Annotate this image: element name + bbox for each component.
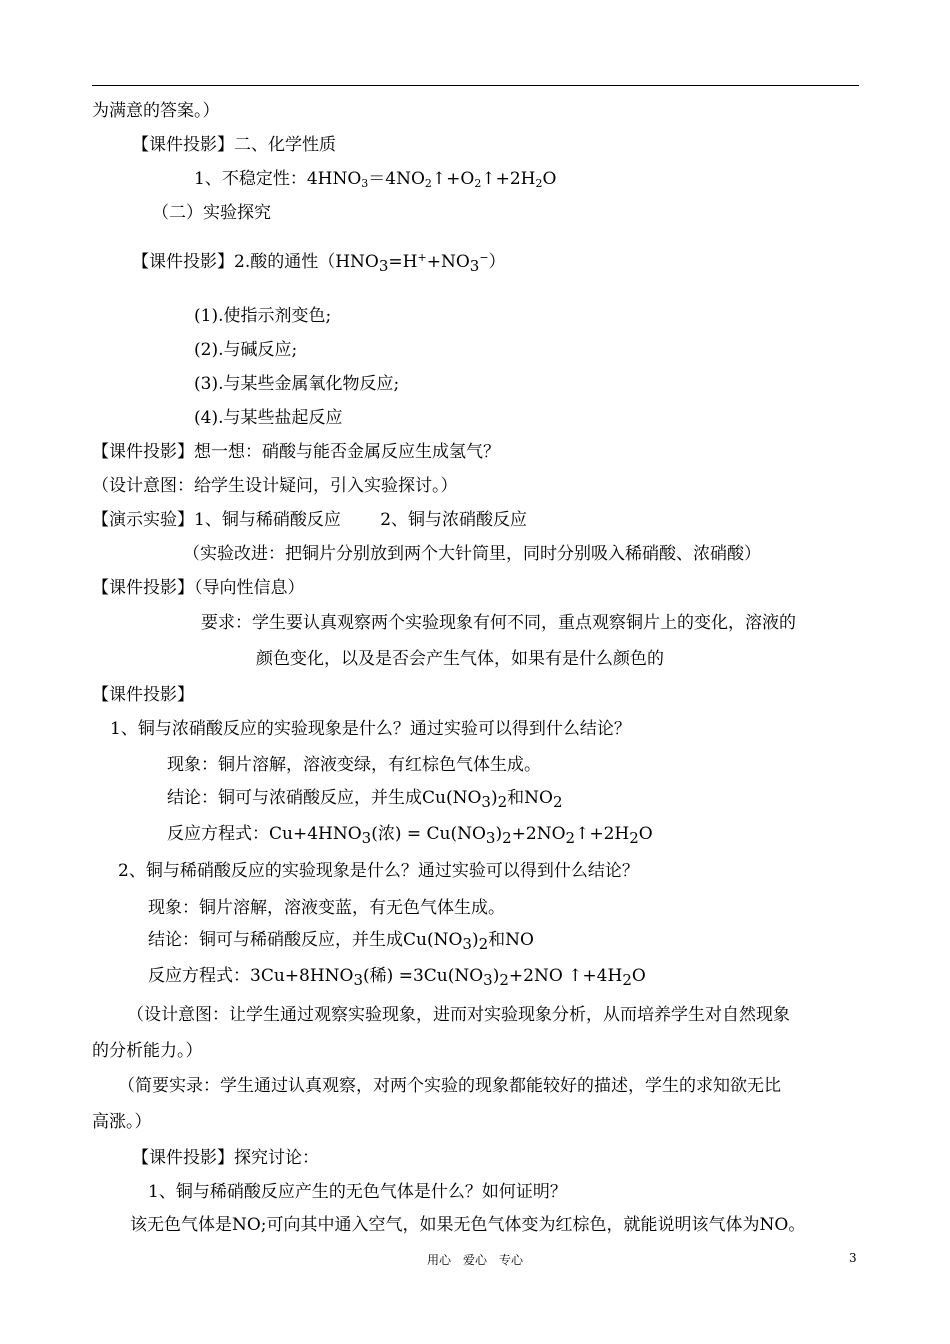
text-line: 现象：铜片溶解，溶液变绿，有红棕色气体生成。 xyxy=(167,755,541,775)
section-heading: 【课件投影】二、化学性质 xyxy=(132,135,336,155)
equation-1: 反应方程式：$Cu+4HNO_3$(浓) = $Cu(NO_3)_2+2NO_2↑+2H_2O$ xyxy=(167,824,653,847)
text-line: 【课件投影】想一想：硝酸与能否金属反应生成氢气？ xyxy=(92,442,500,462)
text-line: 的分析能力。） xyxy=(92,1041,203,1061)
text-line: （简要实录：学生通过认真观察，对两个实验的现象都能较好的描述，学生的求知欲无比 xyxy=(118,1076,781,1096)
question: 2、铜与稀硝酸反应的实验现象是什么？通过实验可以得到什么结论？ xyxy=(118,861,639,881)
text-line: （设计意图：给学生设计疑问，引入实验探讨。） xyxy=(92,476,458,496)
question: 1、铜与浓硝酸反应的实验现象是什么？通过实验可以得到什么结论？ xyxy=(110,719,631,739)
list-item: (1).使指示剂变色; xyxy=(194,306,332,326)
text-line: （设计意图：让学生通过观察实验现象，进而对实验现象分析，从而培养学生对自然现象 xyxy=(127,1005,790,1025)
equation-2: 反应方程式：$3Cu+8HNO_3$(稀) $=3Cu(NO_3)_2+2NO$ $↑+4H_2O$ xyxy=(148,966,646,989)
text-line: （二）实验探究 xyxy=(152,203,271,223)
text-line: 高涨。） xyxy=(92,1112,152,1132)
page-footer: 用心 爱心 专心 xyxy=(426,1253,523,1267)
text-line: 【课件投影】 xyxy=(92,685,194,705)
equation-instability: 1、不稳定性：$4HNO_3=4NO_2↑+O_2↑+2H_2O$ xyxy=(194,169,557,190)
list-item: (4).与某些盐起反应 xyxy=(194,408,343,428)
section-heading: 【课件投影】探究讨论： xyxy=(132,1148,319,1168)
conclusion-2: 结论：铜可与稀硝酸反应，并生成$Cu(NO_3)_2$和NO xyxy=(148,930,534,953)
text-line: 颜色变化，以及是否会产生气体，如果有是什么颜色的 xyxy=(256,649,664,669)
text-line: 现象：铜片溶解，溶液变蓝，有无色气体生成。 xyxy=(148,898,505,918)
conclusion-1: 结论：铜可与浓硝酸反应，并生成$Cu(NO_3)_2$和$NO_2$ xyxy=(167,788,563,811)
text-line: 【演示实验】1、铜与稀硝酸反应 2、铜与浓硝酸反应 xyxy=(92,510,528,530)
header-rule xyxy=(92,85,859,86)
text-line: 要求：学生要认真观察两个实验现象有何不同，重点观察铜片上的变化，溶液的 xyxy=(201,613,796,633)
text-line: 【课件投影】（导向性信息） xyxy=(92,578,305,598)
list-item: (3).与某些金属氧化物反应; xyxy=(194,374,400,394)
text-line: 该无色气体是NO;可向其中通入空气，如果无色气体变为红棕色，就能说明该气体为NO。 xyxy=(130,1215,806,1235)
acid-properties-heading: 【课件投影】2.酸的通性$(HNO_3=H^++NO_3^-)$ xyxy=(132,251,506,275)
text-line: （实验改进：把铜片分别放到两个大针筒里，同时分别吸入稀硝酸、浓硝酸） xyxy=(183,544,761,564)
question: 1、铜与稀硝酸反应产生的无色气体是什么？如何证明？ xyxy=(148,1182,567,1202)
text-line: 为满意的答案。） xyxy=(92,101,220,121)
list-item: (2).与碱反应; xyxy=(194,340,298,360)
page-number: 3 xyxy=(849,1251,857,1265)
